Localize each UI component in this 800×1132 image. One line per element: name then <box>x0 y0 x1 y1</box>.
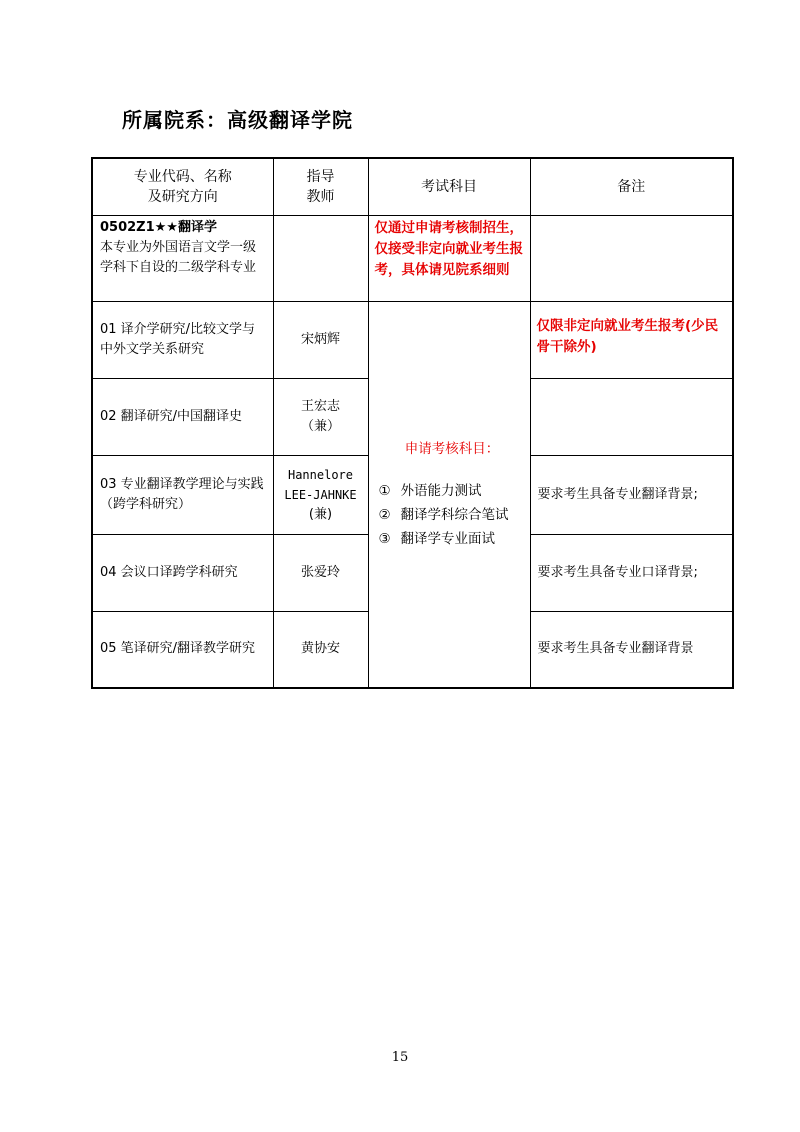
header-advisor <box>273 158 368 215</box>
exam-subject-item <box>379 479 526 503</box>
direction-advisor <box>273 534 368 611</box>
direction-note: 要求考生具备专业口译背景; <box>530 534 733 611</box>
direction-advisor <box>273 378 368 455</box>
direction-note: 要求考生具备专业翻译背景; <box>530 455 733 534</box>
exam-subject-text: 外语能力测试 <box>400 483 482 500</box>
header-advisor-line1: 指导 <box>306 168 335 185</box>
direction-advisor <box>273 301 368 378</box>
program-description: 本专业为外国语言文学一级学科下自设的二级学科专业 <box>100 239 257 275</box>
exam-subject-number: ③ <box>378 531 391 548</box>
advisor-name: 王宏志 <box>300 398 340 414</box>
direction-note <box>530 378 733 455</box>
direction-name: 01 译介学研究/比较文学与中外文学关系研究 <box>92 301 273 378</box>
program-advisor-cell <box>273 215 368 301</box>
exam-subject-number: ① <box>378 483 391 500</box>
exam-subject-text: 翻译学专业面试 <box>400 531 495 548</box>
direction-note: 仅限非定向就业考生报考(少民骨干除外) <box>530 301 733 378</box>
header-major <box>92 158 273 215</box>
direction-advisor <box>273 611 368 688</box>
direction-name: 02 翻译研究/中国翻译史 <box>92 378 273 455</box>
exam-subject-item <box>379 527 526 551</box>
program-row <box>92 215 733 301</box>
exam-subject-text: 翻译学科综合笔试 <box>400 507 509 524</box>
header-major-line2: 及研究方向 <box>147 188 218 205</box>
program-code-name: 0502Z1★★翻译学 <box>100 219 217 235</box>
program-table <box>91 157 734 689</box>
table-header-row <box>92 158 733 215</box>
exam-subjects-title: 申请考核科目： <box>404 441 500 458</box>
advisor-note: （兼） <box>300 418 340 434</box>
header-major-line1: 专业代码、名称 <box>133 168 232 185</box>
direction-name: 04 会议口译跨学科研究 <box>92 534 273 611</box>
advisor-name: 张爱玲 <box>300 564 340 580</box>
header-exam: 考试科目 <box>368 158 530 215</box>
advisor-note: (兼) <box>308 506 333 522</box>
advisor-name: Hannelore LEE-JAHNKE <box>284 467 357 502</box>
table-row <box>92 301 733 378</box>
header-advisor-line2: 教师 <box>306 188 335 205</box>
exam-subjects-cell <box>368 301 530 688</box>
advisor-name: 宋炳辉 <box>300 331 340 347</box>
exam-subject-number: ② <box>378 507 391 524</box>
header-notes: 备注 <box>530 158 733 215</box>
exam-subject-item <box>379 503 526 527</box>
direction-note: 要求考生具备专业翻译背景 <box>530 611 733 688</box>
direction-name: 03 专业翻译教学理论与实践（跨学科研究） <box>92 455 273 534</box>
program-exam-note: 仅通过申请考核制招生，仅接受非定向就业考生报考，具体请见院系细则 <box>368 215 530 301</box>
advisor-name: 黄协安 <box>300 641 340 657</box>
direction-advisor <box>273 455 368 534</box>
program-cell <box>92 215 273 301</box>
department-heading: 所属院系：高级翻译学院 <box>122 108 353 132</box>
program-notes-cell <box>530 215 733 301</box>
direction-name: 05 笔译研究/翻译教学研究 <box>92 611 273 688</box>
page-number: 15 <box>391 1050 409 1065</box>
